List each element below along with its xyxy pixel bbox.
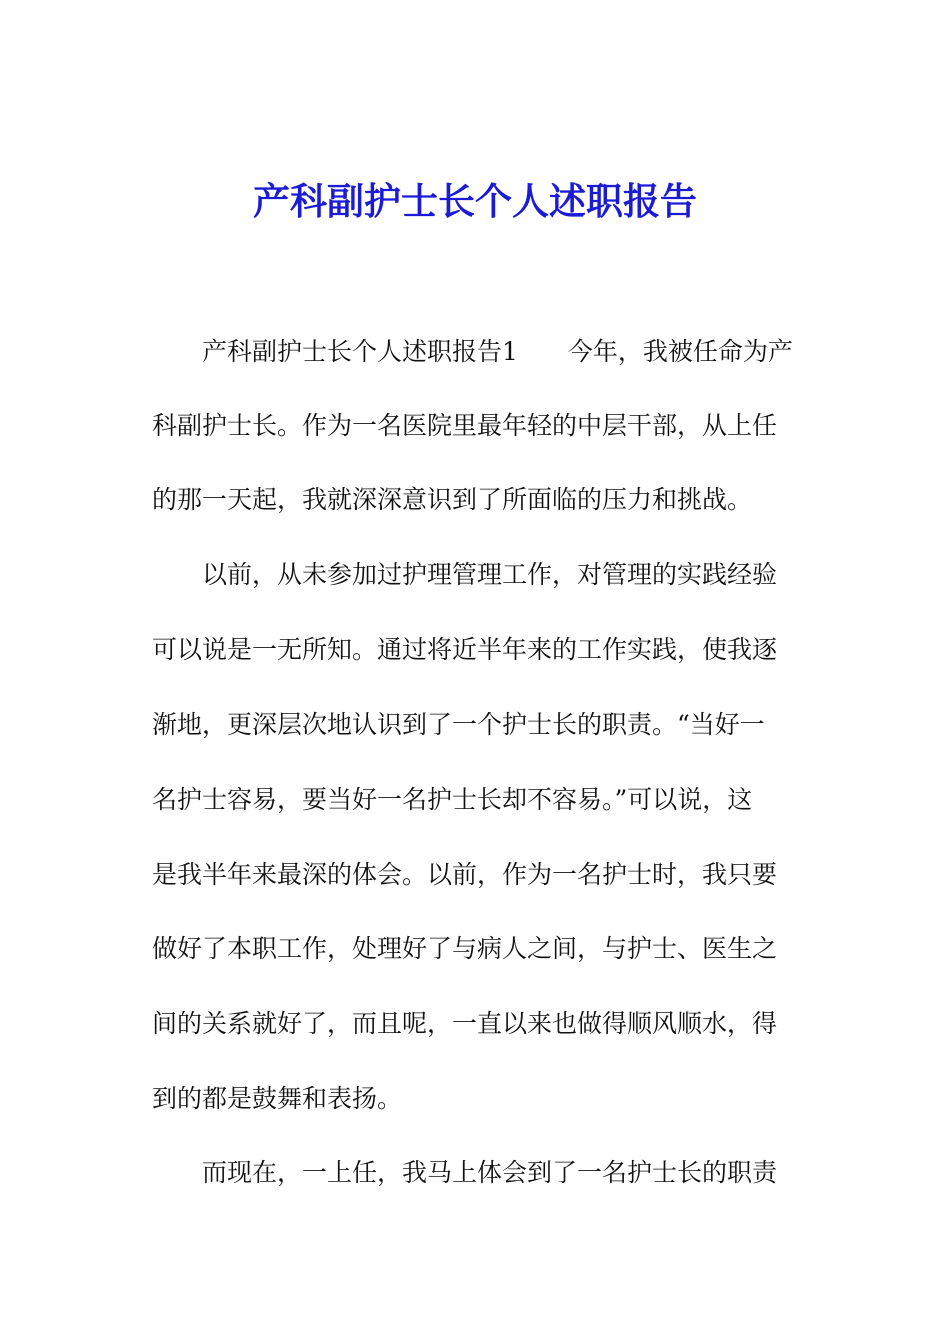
- paragraph-line: 以前，从未参加过护理管理工作，对管理的实践经验: [202, 560, 778, 589]
- paragraph-line: 渐地，更深层次地认识到了一个护士长的职责。“当好一: [152, 710, 765, 739]
- paragraph-line: 名护士容易，要当好一名护士长却不容易。”可以说，这: [152, 785, 753, 814]
- paragraph-line: 到的都是鼓舞和表扬。: [152, 1084, 403, 1113]
- paragraph-line: 科副护士长。作为一名医院里最年轻的中层干部，从上任: [152, 411, 778, 440]
- paragraph-line: 而现在，一上任，我马上体会到了一名护士长的职责: [202, 1158, 778, 1187]
- document-title: 产科副护士长个人述职报告: [253, 179, 697, 223]
- paragraph-line: 间的关系就好了，而且呢，一直以来也做得顺风顺水，得: [152, 1009, 778, 1038]
- paragraph-line: 做好了本职工作，处理好了与病人之间，与护士、医生之: [152, 934, 778, 963]
- paragraph-line: 是我半年来最深的体会。以前，作为一名护士时，我只要: [152, 860, 778, 889]
- paragraph-line: 的那一天起，我就深深意识到了所面临的压力和挑战。: [152, 485, 753, 514]
- paragraph-line: 产科副护士长个人述职报告1 今年，我被任命为产: [202, 337, 793, 366]
- paragraph-line: 可以说是一无所知。通过将近半年来的工作实践，使我逐: [152, 635, 778, 664]
